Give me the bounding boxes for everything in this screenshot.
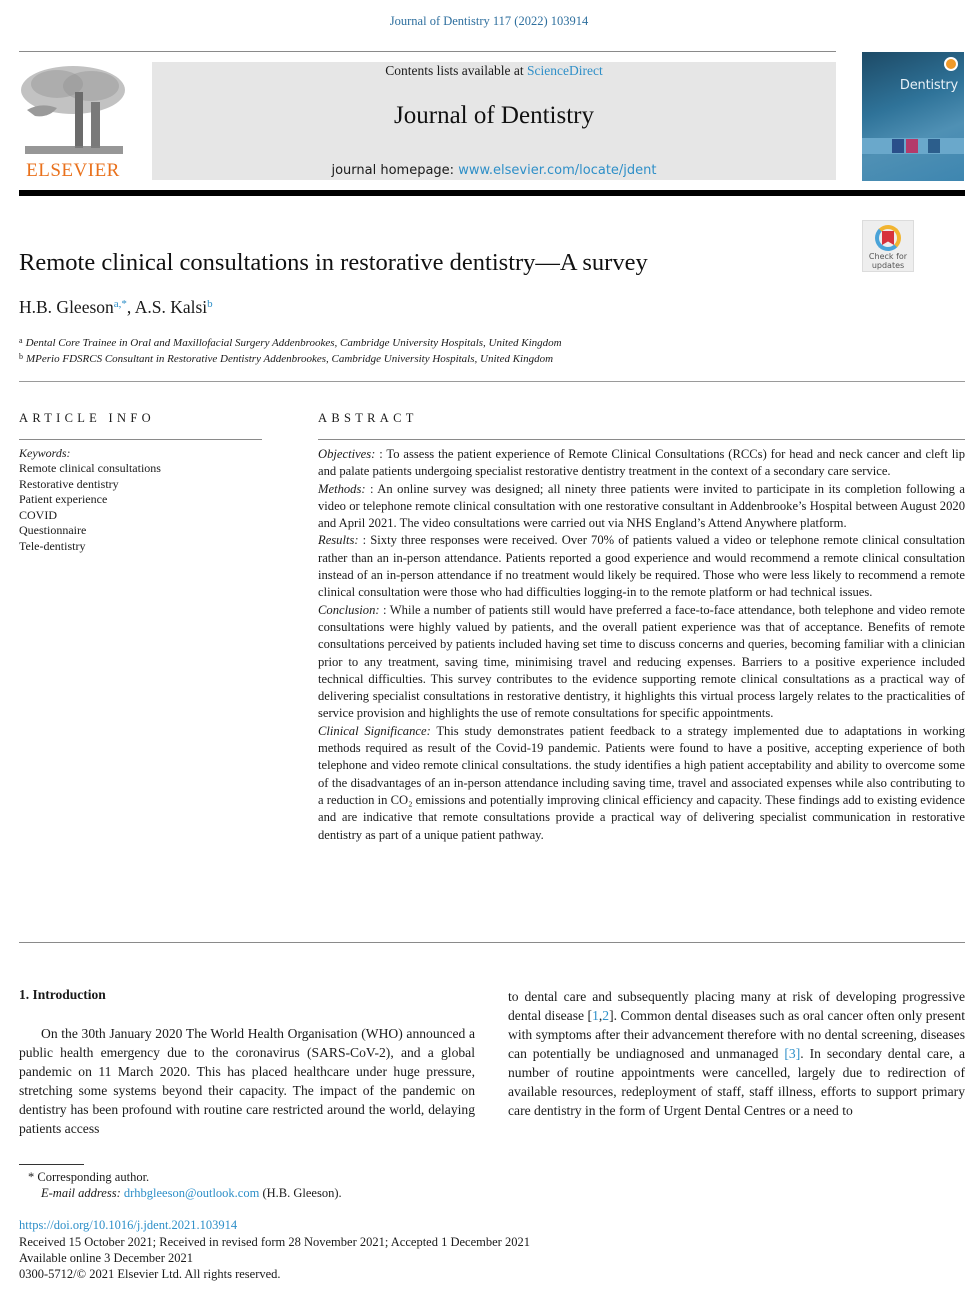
keyword: Remote clinical consultations xyxy=(19,461,161,475)
email-note xyxy=(41,1186,342,1201)
divider xyxy=(19,942,965,943)
abstract-results xyxy=(318,532,965,601)
affiliation xyxy=(19,336,562,349)
journal-homepage-link[interactable]: www.elsevier.com/locate/jdent xyxy=(458,163,657,178)
keyword: Tele-dentistry xyxy=(19,538,86,553)
sciencedirect-link[interactable]: ScienceDirect xyxy=(527,63,603,78)
citation-link[interactable]: 1 xyxy=(592,1008,599,1023)
abstract-clinical-significance xyxy=(318,723,965,844)
cover-thumbnail xyxy=(892,139,904,153)
abstract-section-text: An online survey was designed; all ninety three patients were invited to participate in its completion following a video or telephone remote clinical consultation with one restorative consultant in Addenbrooke’s Hospital between August 2020 and April 2021. The video consultations were carried out via NHS England’s Attend Anywhere platform. xyxy=(318,481,965,531)
abstract-section-label: Conclusion: xyxy=(318,602,380,617)
author-separator: , xyxy=(126,297,135,317)
author-list xyxy=(19,297,213,318)
publisher-wordmark: ELSEVIER xyxy=(26,160,120,181)
author-affiliation-link[interactable]: b xyxy=(207,298,213,310)
body-column-left xyxy=(19,1024,475,1138)
abstract-section-text: To assess the patient experience of Remote Clinical Consultations (RCCs) for head and neck cancer and cleft lip and palate patients undergoing specialist restorative dentistry treatment in the context of a secondary care service. xyxy=(318,447,965,479)
paragraph xyxy=(508,987,965,1120)
footnote-rule xyxy=(19,1164,84,1165)
doi-link[interactable]: https://doi.org/10.1016/j.jdent.2021.103914 xyxy=(19,1218,238,1232)
affiliation-text: Dental Core Trainee in Oral and Maxillofacial Surgery Addenbrookes, Cambridge University Hospitals, United Kingdom xyxy=(25,337,562,349)
keyword: Questionnaire xyxy=(19,523,87,537)
affiliation-text: MPerio FDSRCS Consultant in Restorative Dentistry Addenbrookes, Cambridge University Hospitals, United Kingdom xyxy=(26,353,554,365)
running-header[interactable]: Journal of Dentistry 117 (2022) 103914 xyxy=(389,14,589,28)
cover-thumbnail xyxy=(906,139,918,153)
abstract-section-label: Objectives: xyxy=(318,447,376,461)
email-link[interactable]: drhbgleeson@outlook.com xyxy=(123,1186,260,1200)
label-separator: : xyxy=(379,602,390,617)
divider xyxy=(19,381,965,382)
abstract-section-label: Methods: xyxy=(318,481,366,496)
text-run: to dental care and subsequently placing many at risk of developing progressive dental disease [ xyxy=(508,989,965,1023)
label-separator: : xyxy=(358,533,371,548)
journal-title: Journal of Dentistry xyxy=(394,102,594,129)
keyword: Patient experience xyxy=(19,492,108,506)
text-run: ]. Common dental diseases such as oral cancer often only present with symptoms after their advancement therefore with no dental screening, diseases can potentially be undiagnosed and unmanaged xyxy=(508,1008,965,1061)
affiliation-marker: b xyxy=(19,352,23,361)
keyword: Restorative dentistry xyxy=(19,476,119,491)
citation-link[interactable]: 2 xyxy=(602,1008,610,1023)
masthead xyxy=(152,62,836,180)
text-run: . In secondary dental care, a number of routine appointments were cancelled, largely due to redirection of available resources, redeployment of staff, staff illness, efforts to support primary care dentistry in the form of Urgent Dental Centres or a need to xyxy=(508,1046,966,1118)
divider xyxy=(19,51,836,52)
article-title: Remote clinical consultations in restorative dentistry—A survey xyxy=(19,249,648,276)
cover-title: Dentistry xyxy=(899,78,958,93)
abstract-methods xyxy=(318,481,965,533)
abstract-section-label: Results: xyxy=(318,533,359,548)
homepage-line xyxy=(152,163,836,178)
abstract-section-text: While a number of patients still would have preferred a face-to-face attendance, both telephone and video remote consultations were highly valued by patients, and the overall patient experience was that of acceptance. Benefits of remote consultations perceived by patients included having set time to discuss concerns and queries, becoming familiar with a clinician prior to any treatment, saving time, minimising travel and reducing expenses. Barriers to a positive experience included technical difficulties. This survey contributes to the evidence supporting remote clinical consultations as a practical way of delivering specialist consultations in restorative dentistry, it highlights this virtual process largely relates to the practicalities of service provision and highlights the use of remote consultations for specific appointments. xyxy=(318,602,965,721)
email-suffix: (H.B. Gleeson). xyxy=(259,1186,342,1200)
affiliation xyxy=(19,352,553,365)
paragraph: On the 30th January 2020 The World Health Organisation (WHO) announced a public health emergency due to the coronavirus (SARS-CoV-2), and a global pandemic on 11 March 2020. This has placed healthcare under huge pressure, stretching some systems beyond their capacity. The impact of the pandemic on dentistry has been profound with routine care restricted around the world, delaying patients access xyxy=(19,1026,475,1136)
label-separator: : xyxy=(365,481,378,496)
body-column-right xyxy=(508,987,965,1120)
abstract-section-text: This study demonstrates patient feedback to a strategy implemented due to adaptations in working methods required as result of the Covid-19 pandemic. Patients were found to have a positive, accepting experience of both telephone and video remote clinical consultations. the study identifies a high patient acceptability and ability to overcome some of the disadvantages of an in-person attendance including saving time, travel and associated expenses while also contributing to a reduction in CO₂ emissions and potentially improving clinical efficiency and capacity. These findings add to existing evidence and are indicative that remote consultations provide a practical way of delivering specialist communication in restorative dentistry as part of a unique patient pathway. xyxy=(318,723,966,842)
contents-line xyxy=(152,63,836,79)
divider xyxy=(318,439,965,440)
author-name[interactable]: H.B. Gleeson xyxy=(19,297,114,317)
available-online-date: Available online 3 December 2021 xyxy=(19,1251,194,1265)
abstract-conclusion xyxy=(318,602,965,723)
email-label: E-mail address: xyxy=(41,1186,121,1200)
check-for-updates-button[interactable] xyxy=(862,220,914,272)
corresponding-author-note: * Corresponding author. xyxy=(28,1170,150,1184)
masthead-rule xyxy=(19,190,965,196)
text-run: , xyxy=(598,1008,603,1023)
cover-badge-icon xyxy=(944,57,958,71)
received-dates: Received 15 October 2021; Received in revised form 28 November 2021; Accepted 1 December 2021 xyxy=(19,1235,530,1249)
cover-thumbnail xyxy=(928,139,940,153)
author-affiliation-link[interactable]: a,* xyxy=(113,298,127,310)
copyright-notice: 0300-5712/© 2021 Elsevier Ltd. All rights reserved. xyxy=(19,1267,281,1281)
homepage-prefix: journal homepage: xyxy=(331,163,459,178)
abstract-heading: ABSTRACT xyxy=(318,411,418,425)
abstract-body xyxy=(318,446,965,844)
journal-cover-image[interactable] xyxy=(862,52,964,181)
abstract-section-text: Sixty three responses were received. Over 70% of patients valued a video or telephone remote clinical consultation rather than an in-person attendance. Patients reported a good experience and would recommend a remote clinical consultation instead of an in-person attendance if no treatment would likely be required. Those who were less likely to recommend a remote clinical consultation were those who had difficulties logging-in to the remote platform or had technical issues. xyxy=(318,533,965,600)
abstract-section-label: Clinical Significance: xyxy=(318,723,431,738)
article-info-heading: ARTICLE INFO xyxy=(19,411,155,425)
keyword: COVID xyxy=(19,507,57,522)
divider xyxy=(19,439,262,440)
citation-link[interactable]: [3] xyxy=(784,1046,801,1061)
affiliation-marker: a xyxy=(19,336,23,345)
contents-prefix: Contents lists available at xyxy=(385,63,527,78)
section-heading: 1. Introduction xyxy=(19,987,106,1002)
keywords-list xyxy=(19,461,161,554)
label-separator: : xyxy=(375,447,387,461)
abstract-objectives xyxy=(318,446,965,481)
check-for-updates-label: Check for updates xyxy=(868,252,908,270)
keywords-label: Keywords: xyxy=(19,446,71,460)
author-name[interactable]: A.S. Kalsi xyxy=(134,297,208,317)
